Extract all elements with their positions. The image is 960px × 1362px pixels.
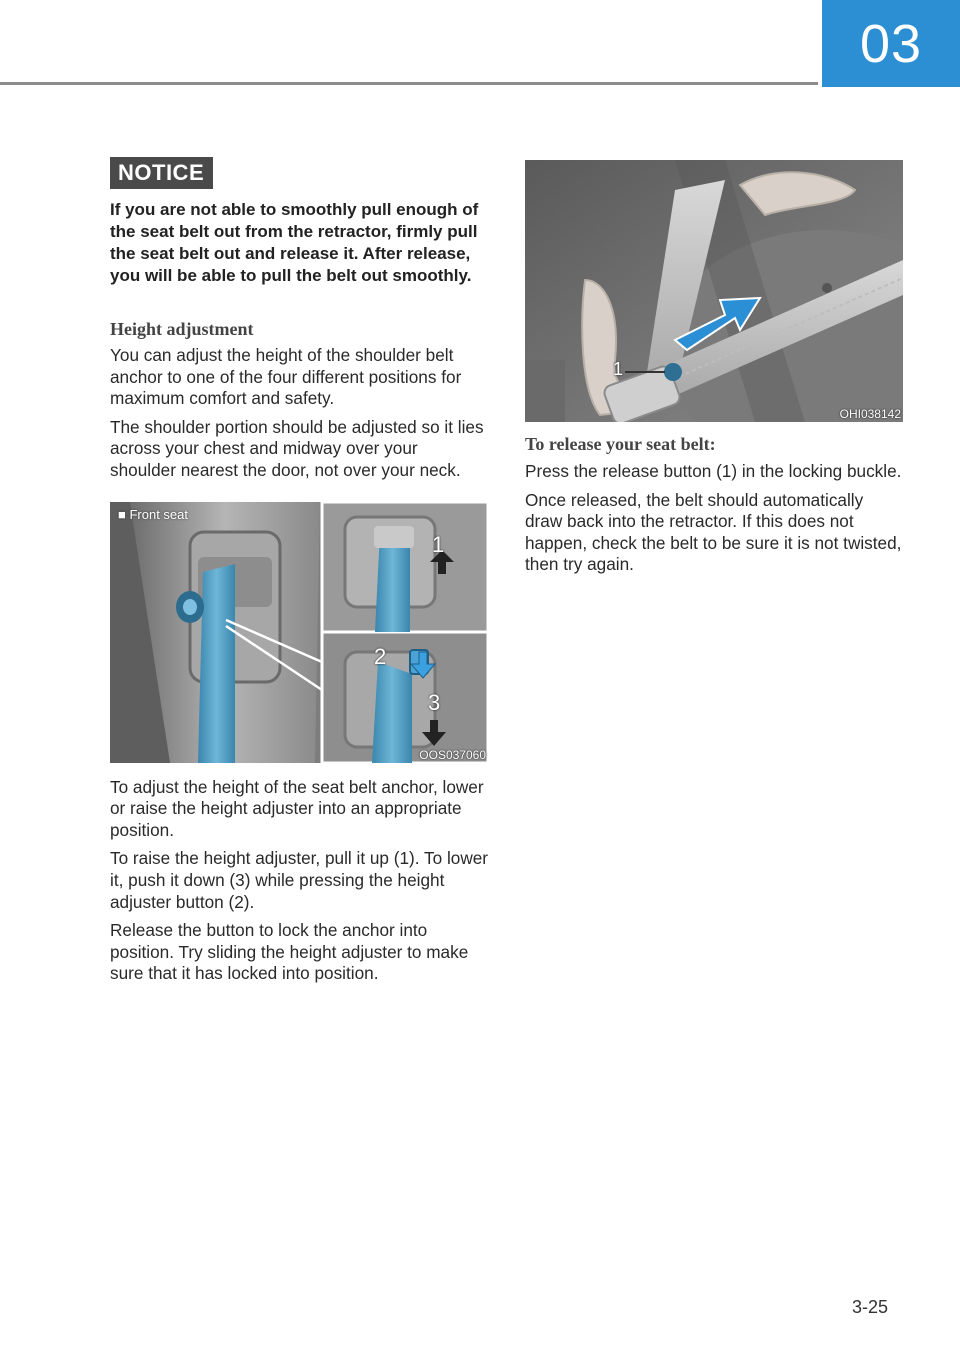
page-number: 3-25 <box>852 1297 889 1317</box>
notice-label: NOTICE <box>110 157 213 189</box>
release-heading: To release your seat belt: <box>525 434 716 454</box>
buckle-figure <box>525 160 903 422</box>
adjust-para-3: Release the button to lock the anchor into position. Try sliding the height adjuster to make sure that it has locked into position. <box>110 920 469 984</box>
callout-3: 3 <box>428 689 441 715</box>
buckle-callout-1: 1 <box>613 359 624 379</box>
buckle-figure-code: OHI038142 <box>839 407 901 421</box>
front-seat-figure-code: OOS037060 <box>419 747 486 762</box>
callout-2: 2 <box>374 643 387 669</box>
release-para-2: Once released, the belt should automatically draw back into the retractor. If this does not happen, check the belt to be sure it is not twisted, then try again. <box>525 489 902 575</box>
buckle-illustration <box>525 160 903 422</box>
adjust-para-1: To adjust the height of the seat belt anchor, lower or raise the height adjuster into an appropriate position. <box>110 776 484 840</box>
front-seat-label: ■ Front seat <box>118 506 188 522</box>
right-column <box>525 160 903 576</box>
header-rule <box>0 82 818 85</box>
left-column <box>110 157 488 985</box>
height-adjustment-para-2: The shoulder portion should be adjusted so it lies across your chest and midway over your shoulder nearest the door, not over your neck. <box>110 416 484 480</box>
front-seat-figure <box>110 502 488 763</box>
notice-text: If you are not able to smoothly pull enough of the seat belt out from the retractor, firmly pull the seat belt out and release it. After release, you will be able to pull the belt out smoothly. <box>110 200 479 285</box>
height-adjustment-para-1: You can adjust the height of the shoulder belt anchor to one of the four different positions for maximum comfort and safety. <box>110 345 462 409</box>
height-adjustment-heading: Height adjustment <box>110 319 254 339</box>
chapter-tab: 03 <box>822 0 960 87</box>
release-para-1: Press the release button (1) in the locking buckle. <box>525 461 902 481</box>
callout-1: 1 <box>432 531 445 557</box>
adjust-para-2: To raise the height adjuster, pull it up (1). To lower it, push it down (3) while pressing the height adjuster button (2). <box>110 848 489 912</box>
